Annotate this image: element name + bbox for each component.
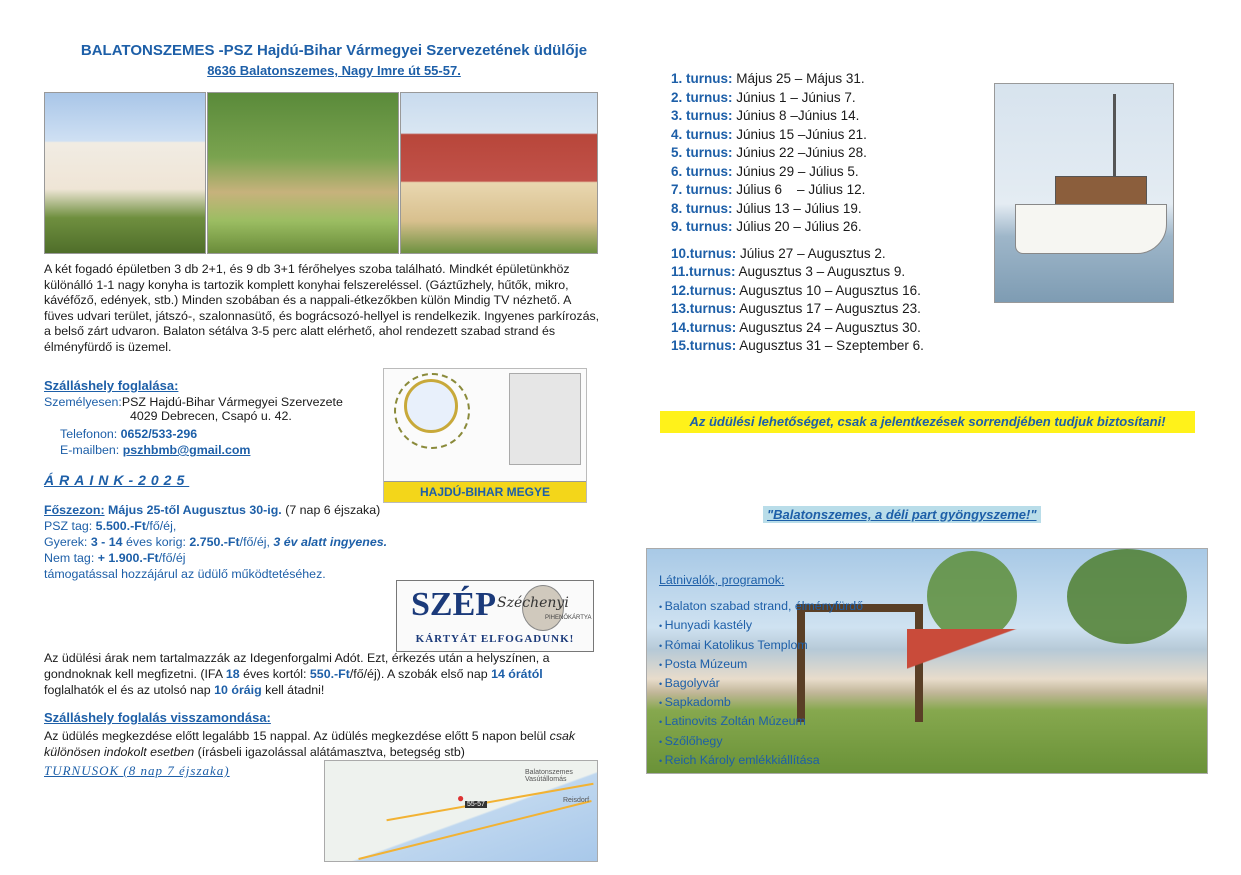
turn-row [671, 300, 924, 319]
address: 8636 Balatonszemes, Nagy Imre út 55-57. [207, 63, 461, 78]
sight-item: • Balaton szabad strand, élményfürdő [659, 597, 863, 616]
tree-icon [927, 551, 1017, 641]
sight-item: • Szőlőhegy [659, 732, 863, 751]
sights-heading: Látnivalók, programok: [659, 573, 785, 587]
turn-dates: Július 6 – Július 12. [732, 182, 866, 197]
turn-word: turnus: [689, 264, 736, 279]
turn-row [671, 200, 924, 219]
szep-card-badge [396, 580, 594, 652]
turn-row [671, 319, 924, 338]
photo-playground [646, 548, 1208, 774]
turn-word: turnus: [686, 89, 733, 105]
email-link[interactable]: pszhbmb@gmail.com [122, 443, 251, 457]
child-age: 3 - 14 [90, 535, 123, 549]
cancellation-heading: Szálláshely foglalás visszamondása: [44, 710, 271, 725]
note-text-1: Az üdülési árak nem tartalmazzák az Idegenforgalmi Adót. Ezt, érkezés után a helyszínen, a gondnoknak kell megfizetni. (IFA [44, 651, 550, 681]
road-line [358, 800, 591, 860]
cancellation-text [44, 728, 604, 760]
photo-garden [207, 92, 399, 254]
booking-heading: Szálláshely foglalása: [44, 378, 179, 393]
cancel-text-a: Az üdülés megkezdése előtt legalább 15 nappal. Az üdülés megkezdése előtt 5 napon belül [44, 729, 547, 743]
member-unit: /fő/éj, [145, 519, 177, 533]
nonmember-price-line [44, 550, 524, 566]
turn-dates: Június 29 – Július 5. [732, 163, 859, 179]
sight-item: • Posta Múzeum [659, 655, 863, 674]
turn-word: turnus: [689, 245, 737, 261]
ship-mast [1113, 94, 1116, 179]
turn-number: 8. [671, 200, 683, 216]
turn-row [671, 163, 924, 182]
turn-number: 15. [671, 338, 690, 353]
availability-notice: Az üdülési lehetőséget, csak a jelentkezések sorrendjében tudjuk biztosítani! [660, 411, 1195, 433]
map-label-station: Balatonszemes Vasútállomás [525, 769, 573, 783]
motto: "Balatonszemes, a déli part gyöngyszeme!" [763, 506, 1041, 523]
turn-number: 7. [671, 182, 683, 197]
turn-dates: Július 27 – Augusztus 2. [736, 245, 886, 261]
cancel-text-b: (írásbeli igazolással alátámasztva, betegség stb) [197, 745, 465, 759]
checkin-time: 14 órától [491, 667, 543, 681]
turn-dates: Július 13 – Július 19. [732, 200, 862, 216]
turn-number: 3. [671, 108, 683, 123]
turn-word: turnus: [686, 182, 733, 197]
map-label-reisdorf: Reisdorf [563, 797, 590, 804]
turn-dates: Május 25 – Május 31. [732, 71, 865, 86]
slide-icon [907, 629, 1017, 719]
turn-number: 5. [671, 145, 683, 160]
sight-item: • Latinovits Zoltán Múzeum [659, 712, 863, 731]
turn-word: turnus: [686, 71, 733, 86]
nonmember-price: + 1.900.-Ft [97, 551, 159, 565]
turn-number: 14. [671, 319, 690, 335]
turn-dates: Július 20 – Július 26. [732, 219, 862, 234]
turn-number: 9. [671, 219, 683, 234]
nonmember-label: Nem tag: [44, 551, 95, 565]
turn-number: 1. [671, 71, 683, 86]
union-logo-icon [404, 379, 458, 433]
child-price: 2.750.-Ft [189, 535, 240, 549]
turn-number: 6. [671, 163, 683, 179]
turn-dates: Június 22 –Június 28. [732, 145, 867, 160]
szep-signature: Széchenyi [497, 595, 569, 611]
in-person-label: Személyesen: [44, 395, 122, 409]
member-price: 5.500.-Ft [95, 519, 146, 533]
turn-word: turnus: [689, 319, 737, 335]
prices-section [44, 502, 524, 582]
sights-list [659, 571, 863, 770]
season-value: Május 25-től Augusztus 30-ig. [108, 503, 282, 517]
turn-word: turnus: [689, 301, 737, 316]
szep-title: SZÉP [411, 586, 497, 623]
turn-number: 13. [671, 301, 690, 316]
turn-dates: Augusztus 17 – Augusztus 23. [736, 301, 921, 316]
in-person-value: PSZ Hajdú-Bihar Vármegyei Szervezete [121, 395, 343, 409]
page-title: BALATONSZEMES -PSZ Hajdú-Bihar Vármegyei Szervezetének üdülője [80, 42, 588, 59]
szep-accepted: KÁRTYÁT ELFOGADUNK! [415, 633, 575, 645]
turnusok-heading: TURNUSOK (8 nap 7 éjszaka) [44, 763, 230, 778]
photo-ship [994, 83, 1174, 303]
turn-number: 11. [671, 264, 690, 279]
ship-hull [1015, 204, 1167, 254]
turn-word: turnus: [686, 219, 733, 234]
map-pin-icon: ● [457, 791, 465, 805]
turn-word: turnus: [686, 200, 733, 216]
note-text-5: kell átadni! [265, 683, 325, 697]
turn-row [671, 89, 924, 108]
turn-number: 10. [671, 245, 690, 261]
sight-item: • Bagolyvár [659, 674, 863, 693]
turn-row [671, 107, 924, 126]
turn-word: turnus: [686, 108, 733, 123]
county-banner: HAJDÚ-BIHAR MEGYE [384, 481, 586, 502]
tax-notes [44, 650, 600, 698]
turn-row [671, 218, 924, 237]
note-text-4: foglalhatók el és az utolsó nap [44, 683, 211, 697]
note-text-3: /fő/éj). A szobák első nap [349, 667, 488, 681]
turn-number: 12. [671, 282, 690, 298]
season-line [44, 502, 524, 518]
booking-phone [44, 427, 374, 441]
prices-heading: ÁRAINK-2025 [44, 472, 190, 488]
turn-dates: Augusztus 3 – Augusztus 9. [735, 264, 906, 279]
tree-icon [1067, 549, 1187, 644]
booking-in-person [44, 395, 374, 409]
ifa-price: 550.-Ft [309, 667, 350, 681]
child-price-line [44, 534, 524, 550]
turn-dates: Június 8 –Június 14. [732, 108, 860, 123]
ifa-age: 18 [225, 667, 240, 681]
turn-word: turnus: [686, 163, 733, 179]
turn-number: 4. [671, 126, 683, 142]
turn-row [671, 337, 924, 356]
turn-dates: Augusztus 31 – Szeptember 6. [736, 338, 924, 353]
child-label: Gyerek: [44, 535, 88, 549]
turns-list [671, 70, 924, 356]
turn-dates: Augusztus 10 – Augusztus 16. [736, 282, 921, 298]
turn-row [671, 181, 924, 200]
note-text-2: éves kortól: [243, 667, 307, 681]
turn-word: turnus: [686, 126, 733, 142]
photo-building [44, 92, 206, 254]
turn-dates: Június 1 – Június 7. [732, 89, 856, 105]
location-map[interactable] [324, 760, 598, 862]
turn-row [671, 126, 924, 145]
sight-item: • Római Katolikus Templom [659, 636, 863, 655]
booking-section [44, 378, 374, 457]
turn-word: turnus: [689, 282, 737, 298]
photo-house [400, 92, 598, 254]
map-marker-label: 55-57 [467, 801, 485, 808]
turn-row [671, 263, 924, 282]
booking-email [44, 443, 374, 457]
member-label: PSZ tag: [44, 519, 93, 533]
turn-row [671, 144, 924, 163]
turn-word: turnus: [689, 338, 737, 353]
turn-dates: Június 15 –Június 21. [732, 126, 867, 142]
nonmember-note: támogatással hozzájárul az üdülő működtetéséhez. [44, 567, 326, 581]
turn-row [671, 282, 924, 301]
sight-item: • Hunyadi kastély [659, 616, 863, 635]
sight-item: • Sapkadomb [659, 693, 863, 712]
email-label: E-mailben: [60, 443, 120, 457]
child-text: éves korig: [125, 535, 186, 549]
in-person-address: 4029 Debrecen, Csapó u. 42. [130, 409, 292, 423]
season-label: Főszezon: [44, 503, 105, 517]
county-emblem [383, 368, 587, 503]
sight-item: • Reich Károly emlékkiállítása [659, 751, 863, 770]
phone-number[interactable]: 0652/533-296 [120, 427, 198, 441]
turn-number: 2. [671, 89, 683, 105]
child-unit: /fő/éj, [239, 535, 270, 549]
turn-row [671, 245, 924, 264]
cancel-text-emphasis: csak különösen indokolt esetben [44, 729, 576, 759]
turn-dates: Augusztus 24 – Augusztus 30. [736, 319, 921, 335]
turn-word: turnus: [686, 145, 733, 160]
church-icon [509, 373, 581, 465]
phone-label: Telefonon: [60, 427, 118, 441]
turn-row [671, 70, 924, 89]
description: A két fogadó épületben 3 db 2+1, és 9 db 3+1 férőhelyes szoba található. Mindkét épületünkhöz különálló 1-1 nagy konyha is tartozik komplett konyhai felszereléssel. (Gáztűzhely, hűtők, mikro, kávéfőző, edények, stb.) Minden szobában és a nappali-étkezőkben külön Mindig TV nézhető. A füves udvari terület, játszó-, szalonnasütő, és bográcsozó-hellyel is rendelkezik. Ingyenes parkírozás, a belső zárt udvaron. Balaton sétálva 3-5 perc alatt elérhető, ahol rendezett szabad strand és élményfürdő is üzemel. [44, 262, 600, 354]
nonmember-unit: /fő/éj [158, 551, 186, 565]
szep-subtitle: PIHENŐKÁRTYA [545, 615, 592, 621]
season-note: (7 nap 6 éjszaka) [285, 503, 381, 517]
member-price-line [44, 518, 524, 534]
checkout-time: 10 óráig [214, 683, 262, 697]
child-free: 3 év alatt ingyenes. [273, 535, 388, 549]
